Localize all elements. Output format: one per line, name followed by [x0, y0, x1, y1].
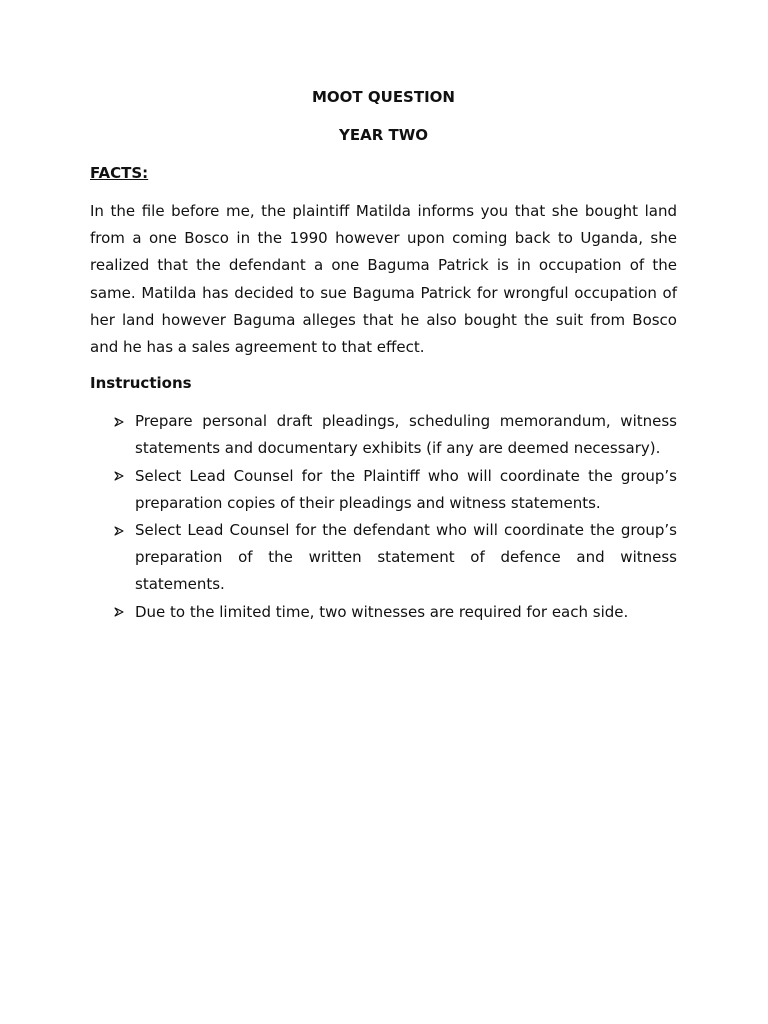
- list-item-text: Select Lead Counsel for the defendant who will coordinate the group’s preparation of the written statement of defence and witness statements.: [135, 521, 677, 594]
- page-title: MOOT QUESTION: [312, 88, 455, 106]
- list-item-text: Prepare personal draft pleadings, scheduling memorandum, witness statements and documentary exhibits (if any are deemed necessary).: [135, 412, 677, 458]
- list-item-text: Due to the limited time, two witnesses are required for each side.: [135, 602, 629, 621]
- facts-heading: FACTS:: [90, 164, 149, 182]
- arrowhead-bullet-icon: [112, 463, 126, 490]
- arrowhead-bullet-icon: [112, 408, 126, 435]
- facts-paragraph: In the file before me, the plaintiff Matilda informs you that she bought land from a one Bosco in the 1990 however upon coming back to Uganda, she realized that the defendant a one Baguma Patrick is in occupation of the same. Matilda has decided to sue Baguma Patrick for wrongful occupation of her land however Baguma alleges that he also bought the suit from Bosco and he has a sales agreement to that effect.: [90, 202, 677, 357]
- list-item: [90, 517, 677, 599]
- list-item-text: Select Lead Counsel for the Plaintiff who will coordinate the group’s preparation copies of their pleadings and witness statements.: [135, 466, 677, 512]
- list-item: [90, 599, 677, 626]
- list-item: [90, 463, 677, 517]
- document-page: [90, 86, 677, 626]
- arrowhead-bullet-icon: [112, 517, 126, 544]
- list-item: [90, 408, 677, 462]
- arrowhead-bullet-icon: [112, 599, 126, 626]
- page-subtitle: YEAR TWO: [338, 126, 429, 144]
- instructions-list: [90, 408, 677, 626]
- instructions-heading: Instructions: [90, 374, 192, 393]
